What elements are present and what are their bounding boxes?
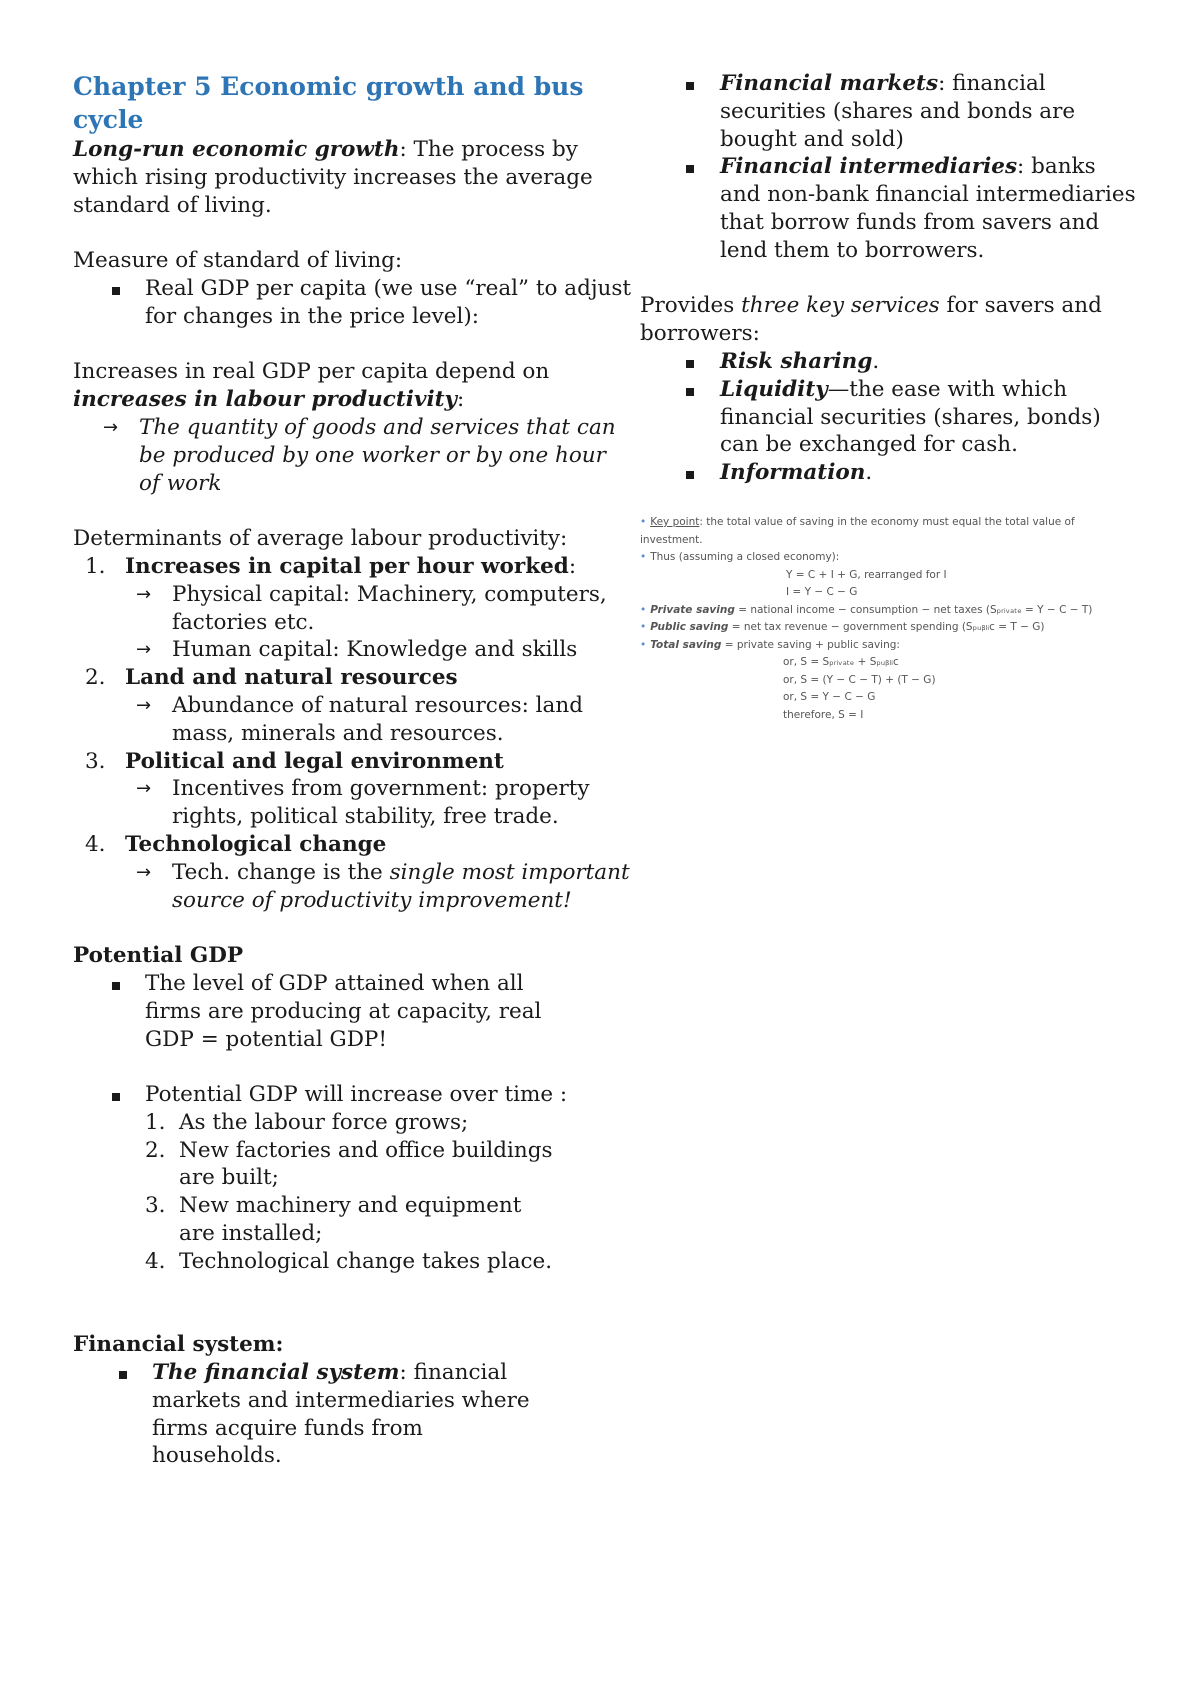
- bullet-square-icon: [73, 1359, 152, 1387]
- right-arrow-icon: →: [136, 583, 152, 605]
- total-saving-text: = private saving + public saving:: [721, 638, 900, 651]
- financial-intermediaries-bullet: [640, 153, 1140, 264]
- potential-bullet: [73, 970, 633, 1053]
- liquidity-text: —the ease with which financial securities (shares, bonds) can be exchanged for cash.: [720, 376, 1101, 458]
- total-saving-line: • Total saving = private saving + public saving:: [640, 638, 900, 651]
- increase-arrow-text: The quantity of goods and services that can be produced by one worker or by one hour of work: [139, 414, 616, 496]
- determinant-sub: [73, 692, 633, 748]
- measure-bullet: [73, 275, 633, 331]
- right-arrow-icon: →: [136, 861, 152, 883]
- determinant-sub-text: Human capital: Knowledge and skills: [172, 637, 578, 663]
- determinant-sub-text: Abundance of natural resources: land mass, minerals and resources.: [172, 692, 583, 746]
- financial-system-term: The financial system: [152, 1360, 400, 1386]
- services-intro: [640, 292, 1140, 348]
- service-bullet: [640, 376, 1140, 459]
- bullet-square-icon: [640, 376, 720, 404]
- long-run-growth-definition: [73, 136, 633, 219]
- bullet-square-icon: [640, 153, 720, 181]
- determinant-title: Political and legal environment: [125, 748, 504, 774]
- private-saving-line: • Private saving = national income − consumption − net taxes (Sₚᵣᵢᵥₐₜₑ = Y − C − T): [640, 603, 1093, 616]
- financial-markets-term: Financial markets: [720, 71, 939, 96]
- determinant-title: Land and natural resources: [125, 665, 458, 691]
- determinant-sub-text: Physical capital: Machinery, computers, factories etc.: [172, 581, 607, 635]
- equation-line: or, S = Y − C − G: [783, 691, 876, 703]
- financial-system-bullet: [73, 1359, 633, 1470]
- potential-gdp-heading: Potential GDP: [73, 943, 244, 969]
- period: .: [872, 348, 880, 374]
- equation-line: or, S = (Y − C − T) + (T − G): [783, 673, 936, 686]
- private-saving-label: Private saving: [650, 603, 735, 616]
- potential-bullet-text: The level of GDP attained when all firms are producing at capacity, real GDP = potential GDP!: [145, 970, 542, 1052]
- public-saving-text: = net tax revenue − government spending (Sₚᵤᵦₗᵢc = T − G): [728, 621, 1045, 633]
- chapter-title: Chapter 5 Economic growth and bus cycle: [73, 72, 584, 134]
- determinant-item: [73, 553, 633, 581]
- list-number: 4.: [85, 831, 106, 857]
- information-term: Information: [720, 460, 866, 486]
- increase-term-line: [73, 386, 633, 414]
- right-arrow-icon: →: [136, 778, 152, 800]
- public-saving-label: Public saving: [650, 621, 729, 633]
- financial-markets-text: : financial securities (shares and bonds are bought and sold): [720, 71, 1076, 152]
- determinant-sub-emphasis: single most important source of productivity improvement!: [172, 859, 630, 913]
- determinant-title: Technological change: [125, 831, 387, 857]
- determinant-sub: [73, 859, 633, 915]
- long-run-growth-text: : The process by which rising productivity increases the average standard of living.: [73, 137, 593, 218]
- determinant-item: [73, 748, 633, 776]
- determinant-sub: [73, 636, 633, 664]
- right-arrow-icon: →: [103, 416, 119, 438]
- potential-list-item: [73, 1109, 633, 1137]
- determinant-title: Increases in capital per hour worked: [125, 553, 569, 579]
- financial-intermediaries-term: Financial intermediaries: [720, 154, 1018, 180]
- thus-line: • Thus (assuming a closed economy):: [640, 551, 840, 563]
- private-saving-text: = national income − consumption − net taxes (Sₚᵣᵢᵥₐₜₑ = Y − C − T): [734, 603, 1093, 616]
- measure-heading: Measure of standard of living:: [73, 248, 403, 274]
- services-text: Provides: [640, 293, 742, 319]
- equation-line: or, S = Sₚᵣᵢᵥₐₜₑ + Sₚᵤᵦₗᵢc: [783, 656, 899, 668]
- financial-system-heading: Financial system:: [73, 1332, 284, 1358]
- potential-list-text: Technological change takes place.: [179, 1248, 553, 1274]
- potential-list-item: [73, 1137, 633, 1193]
- total-saving-label: Total saving: [650, 638, 722, 651]
- potential-list-text: New machinery and equipment are installed;: [179, 1193, 522, 1247]
- public-saving-line: • Public saving = net tax revenue − government spending (Sₚᵤᵦₗᵢc = T − G): [640, 621, 1045, 633]
- equation-line: I = Y − C − G: [786, 586, 858, 598]
- key-point-text: : the total value of saving in the economy must equal the total value of investment.: [640, 516, 1075, 546]
- potential-bullet: [73, 1081, 633, 1109]
- equation-line: Y = C + I + G, rearranged for I: [786, 568, 947, 581]
- determinant-sub-text: Incentives from government: property rights, political stability, free trade.: [172, 776, 590, 830]
- service-bullet: [640, 459, 1140, 487]
- determinants-heading: Determinants of average labour productivity:: [73, 526, 568, 552]
- financial-system-text: : financial markets and intermediaries where firms acquire funds from households.: [152, 1360, 530, 1469]
- increase-intro: Increases in real GDP per capita depend on: [73, 359, 550, 385]
- financial-intermediaries-text: : banks and non-bank financial intermediaries that borrow funds from savers and lend them to borrowers.: [720, 154, 1136, 263]
- key-point-line: • Key point: the total value of saving in the economy must equal the total value of investment.: [640, 516, 1075, 546]
- colon: :: [568, 553, 577, 579]
- long-run-growth-term: Long-run economic growth: [73, 137, 400, 162]
- list-number: 3.: [85, 748, 106, 774]
- list-number: 1.: [145, 1109, 166, 1135]
- left-column: [73, 70, 633, 1470]
- services-emphasis: three key services: [741, 293, 940, 319]
- right-arrow-icon: →: [136, 639, 152, 661]
- right-arrow-icon: →: [136, 694, 152, 716]
- determinant-sub: [73, 581, 633, 637]
- service-bullet: [640, 348, 1140, 376]
- key-point-label: Key point: [650, 516, 700, 528]
- financial-markets-bullet: [640, 70, 1140, 153]
- measure-bullet-text: Real GDP per capita (we use “real” to adjust for changes in the price level):: [145, 275, 632, 329]
- bullet-square-icon: [73, 1081, 145, 1109]
- equation-line: therefore, S = I: [783, 708, 864, 721]
- bullet-square-icon: [73, 970, 145, 998]
- determinant-item: [73, 831, 633, 859]
- list-number: 2.: [85, 665, 106, 691]
- increase-arrow-item: [73, 414, 633, 497]
- right-column: [640, 70, 1140, 487]
- labour-productivity-term: increases in labour productivity: [73, 387, 458, 413]
- potential-list-item: [73, 1192, 633, 1248]
- list-number: 1.: [85, 553, 106, 579]
- bullet-square-icon: [640, 348, 720, 376]
- determinant-sub: [73, 775, 633, 831]
- list-number: 3.: [145, 1193, 166, 1219]
- potential-list-text: As the labour force grows;: [179, 1109, 469, 1135]
- bullet-square-icon: [640, 70, 720, 98]
- determinant-sub-text: Tech. change is the: [172, 859, 390, 885]
- services-text: for savers and borrowers:: [640, 293, 1102, 347]
- determinant-item: [73, 664, 633, 692]
- potential-bullet-text: Potential GDP will increase over time :: [145, 1082, 568, 1108]
- bullet-square-icon: [640, 459, 720, 487]
- colon: :: [457, 387, 465, 413]
- savings-slide-excerpt: [640, 514, 1140, 724]
- liquidity-term: Liquidity: [720, 376, 828, 402]
- risk-sharing-term: Risk sharing: [720, 348, 873, 374]
- period: .: [865, 460, 873, 486]
- thus-text: Thus (assuming a closed economy):: [650, 551, 840, 563]
- list-number: 2.: [145, 1137, 166, 1163]
- bullet-square-icon: [73, 275, 145, 303]
- potential-list-item: [73, 1248, 633, 1276]
- list-number: 4.: [145, 1248, 166, 1274]
- potential-list-text: New factories and office buildings are built;: [179, 1137, 553, 1191]
